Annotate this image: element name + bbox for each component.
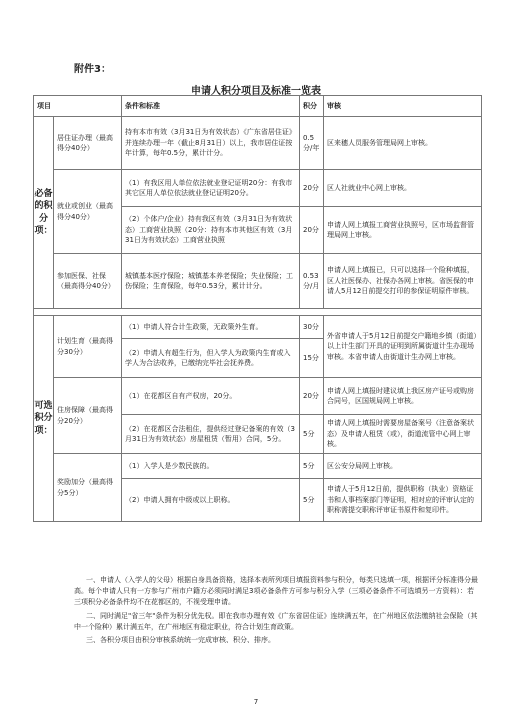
- table-row: [34, 170, 482, 207]
- points-cell: 30分: [300, 316, 324, 339]
- item-insurance: 参加医保、社保（最高得分40分）: [54, 254, 122, 309]
- note-paragraph: 三、各积分项目由积分审核系统统一完成审核、积分、排序。: [86, 635, 275, 644]
- spacer-row: [34, 309, 482, 316]
- points-cell: 20分: [300, 170, 324, 207]
- criteria-cell: （1）有我区用人单位依法就业登记证明20分：有我市其它区用人单位依法就业登记证明20分。: [122, 170, 300, 207]
- header-criteria: 条件和标准: [122, 96, 300, 117]
- note-paragraph: 一、申请人（入学人的父母）根据自身具备资格，选择本表所列项目填报资料参与积分，每类只选填一项，根据评分标准得分最高。每个申请人只有一方参与广州市户籍方必须同时满足3项必备条件方可参与积分入学（三项必备条件不可选填另一方资料）：若三项积分必备条件均不在花都区的，不视受理申请。: [74, 576, 478, 607]
- table-title: 申请人积分项目及标准一览表: [191, 86, 321, 97]
- optional-group-label: 可选积分项：: [34, 316, 54, 522]
- header-review: 审核: [324, 96, 482, 117]
- criteria-cell: 城镇基本医疗保险；城镇基本养老保险；失业保险；工伤保险；生育保险，每年0.53分，累计计分。: [122, 254, 300, 309]
- review-cell: 区公安分局网上审核。: [324, 454, 482, 479]
- note-paragraph: 二、同时满足"省三年"条件为积分优先权。即在我市办理有效《广东省居住证》连续满五年，在广州地区依法缴纳社会保险（其中一个险种）累计满五年，在广州地区有稳定职业，符合计划生育政策。: [74, 611, 478, 631]
- table-row: [34, 454, 482, 479]
- table-row: [34, 316, 482, 339]
- review-cell: 区来穗人员服务管理局网上审核。: [324, 117, 482, 170]
- points-cell: 20分: [300, 378, 324, 415]
- header-row: [34, 96, 482, 117]
- points-cell: 5分: [300, 415, 324, 454]
- review-cell: 外省申请人于5月12日前提交户籍地乡镇（街道）以上计生部门开具的证明到所属街道计生办现场审核。本省申请人由街道计生办网上审核。: [324, 316, 482, 378]
- review-cell: 申请人网上填报时需要房屋备案号（注意备案状态）及申请人租赁（或），街道流管中心网上审核。: [324, 415, 482, 454]
- header-item: 项目: [34, 96, 122, 117]
- criteria-cell: （2）申请人有超生行为，但入学人为政策内生育或入学人为合法收养，已缴纳完毕社会抚养费。: [122, 339, 300, 378]
- criteria-cell: （2）在花都区合法租住，提供经过登记备案的有效（3月31日为有效状态）房屋租赁（暂用）合同，5分。: [122, 415, 300, 454]
- criteria-cell: （1）申请人符合计生政策，无政策外生育。: [122, 316, 300, 339]
- criteria-cell: （2）申请人拥有中级或以上职称。: [122, 479, 300, 522]
- notes-section: [74, 575, 479, 648]
- points-table: [33, 95, 482, 522]
- item-employment: 就业或创业（最高得分40分）: [54, 170, 122, 254]
- mandatory-group-label: 必备的积分项：: [34, 117, 54, 309]
- item-residence: 居住证办理（最高得分40分）: [54, 117, 122, 170]
- attachment-label: 附件3：: [74, 64, 111, 75]
- item-housing: 住房保障（最高得分20分）: [54, 378, 122, 454]
- review-cell: 区人社就业中心网上审核。: [324, 170, 482, 207]
- review-cell: 申请人网上填报时建议填上我区房产证号或购房合同号，区国规局网上审核。: [324, 378, 482, 415]
- table-row: [34, 254, 482, 309]
- review-cell: 申请人网上填报工商营业执照号，区市场监督管理局网上审核。: [324, 207, 482, 254]
- points-cell: 15分: [300, 339, 324, 378]
- criteria-cell: （1）入学人是少数民族的。: [122, 454, 300, 479]
- review-cell: 申请人于5月12日前，提供职称（执业）资格证书和人事档案部门等证明，相对应的评审认定的职称需提交职称评审证书原件和复印件。: [324, 479, 482, 522]
- criteria-cell: （1）在花都区自有产权房，20分。: [122, 378, 300, 415]
- header-points: 积分: [300, 96, 324, 117]
- table-row: [34, 378, 482, 415]
- criteria-cell: 持有本市有效（3月31日为有效状态）《广东省居住证》并连续办理一年（截止8月31日）以上，我市居住证按年计算，每年0.5分，累计计分。: [122, 117, 300, 170]
- table-row: [34, 117, 482, 170]
- item-family-planning: 计划生育（最高得分30分）: [54, 316, 122, 378]
- criteria-cell: （2）个体户/企业）持有我区有效（3月31日为有效状态）工商营业执照（20分：持有本市其他区有效（3月31日为有效状态）工商营业执照: [122, 207, 300, 254]
- points-cell: 20分: [300, 207, 324, 254]
- points-cell: 0.53分/月: [300, 254, 324, 309]
- points-cell: 5分: [300, 479, 324, 522]
- spacer-cell: [34, 309, 482, 316]
- item-bonus: 奖励加分（最高得分5分）: [54, 454, 122, 522]
- points-cell: 0.5分/年: [300, 117, 324, 170]
- review-cell: 申请人网上填报已，只可以选择一个险种填报，区人社医保办、社保办各网上审核。省医保的申请人5月12日前提交打印的参保证明原件审核。: [324, 254, 482, 309]
- points-cell: 5分: [300, 454, 324, 479]
- page-number: 7: [253, 698, 259, 706]
